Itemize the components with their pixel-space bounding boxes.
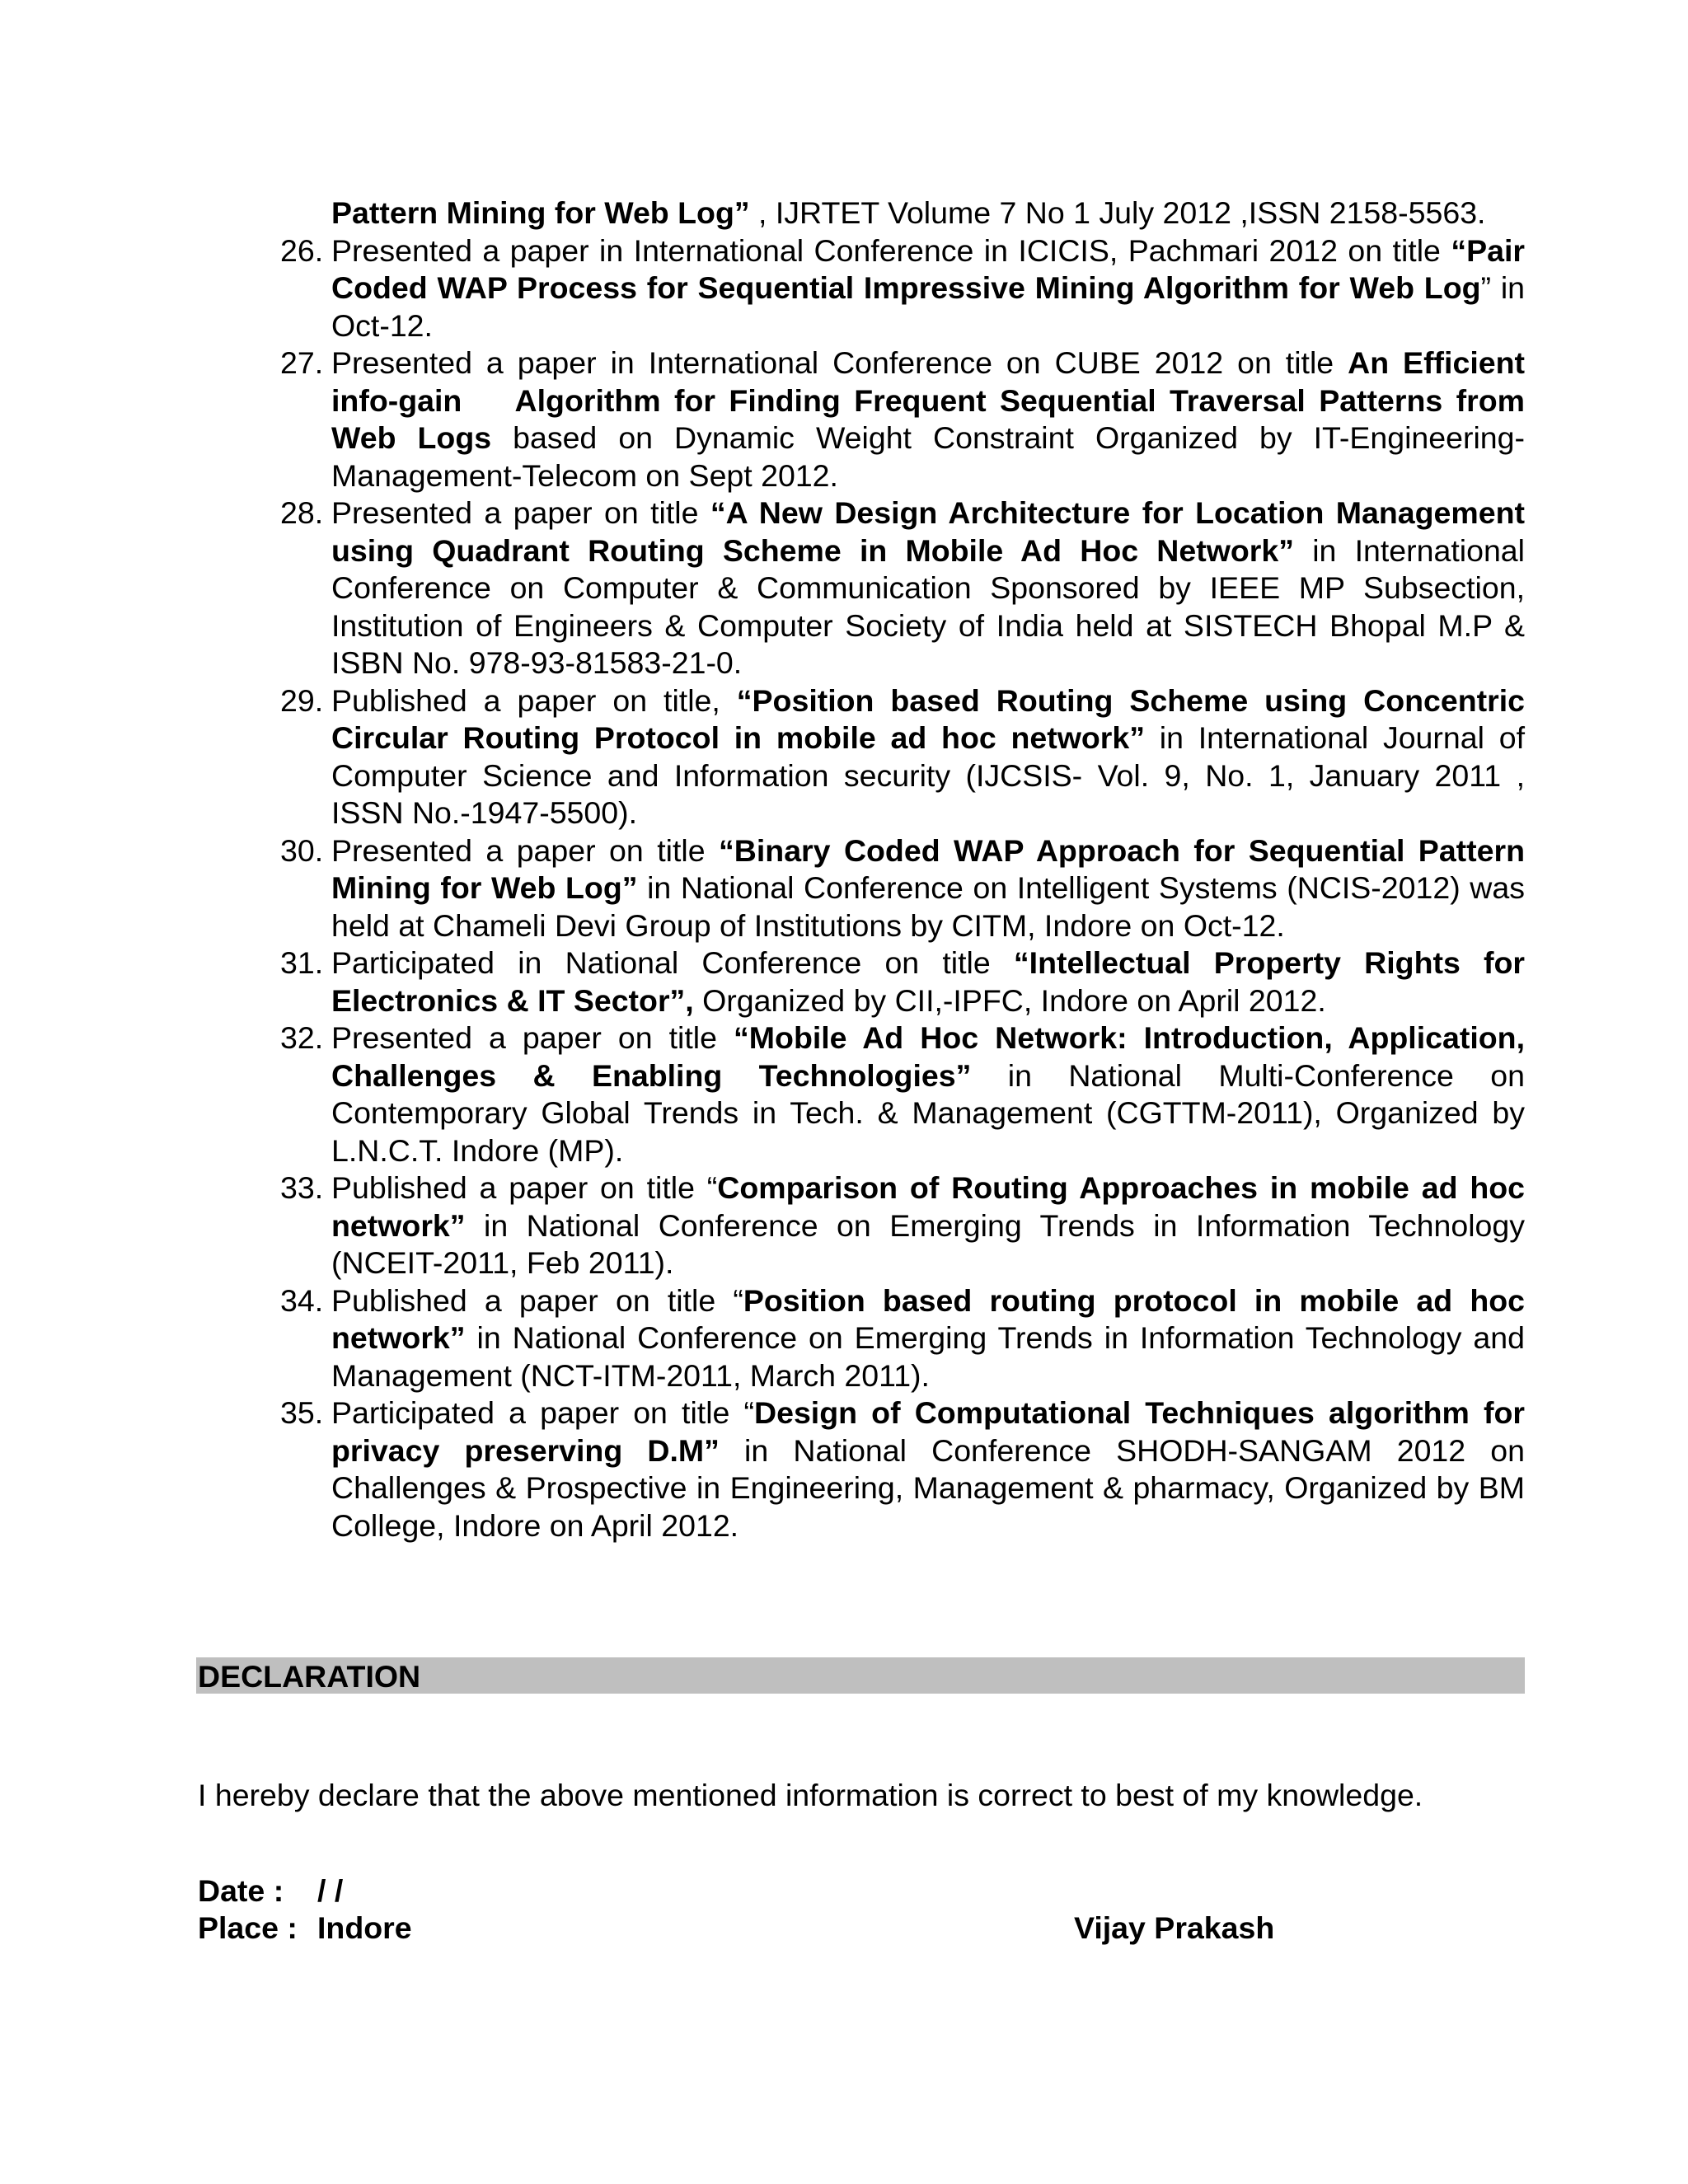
list-item (280, 194, 1525, 232)
item-text: Presented a paper on title (331, 832, 720, 868)
item-text: , IJRTET Volume 7 No 1 July 2012 ,ISSN 2158-5563. (749, 195, 1486, 230)
item-text: Organized by CII,-IPFC, Indore on April 2012. (693, 982, 1326, 1018)
item-number: 29. (280, 682, 324, 718)
item-number: 32. (280, 1020, 324, 1055)
list-item (280, 1394, 1525, 1544)
item-text: Presented a paper on title (331, 495, 710, 530)
date-label: Date : (198, 1873, 284, 1908)
paper-title: “Mobile Ad Hoc Network: Introduction, Application, Challenges & Enabling Technologies” (331, 1020, 1525, 1093)
declaration-statement: I hereby declare that the above mentioned information is correct to best of my knowledge. (198, 1778, 1423, 1812)
paper-title: “Binary Coded WAP Approach for Sequential Pattern Mining for Web Log” (331, 832, 1526, 905)
item-text: in National Multi-Conference on Contemporary Global Trends in Tech. & Management (CGTTM-2011), Organized by L.N.C.T. Indore (MP). (331, 1057, 1525, 1168)
declaration-heading: DECLARATION (198, 1659, 421, 1694)
paper-title: “A New Design Architecture for Location Management using Quadrant Routing Scheme in Mobile Ad Hoc Network” (331, 495, 1525, 568)
list-item (280, 1169, 1525, 1282)
list-item (280, 232, 1525, 345)
item-text: Presented a paper on title (331, 1020, 734, 1055)
paper-title: “Intellectual Property Rights for Electronics & IT Sector”, (331, 945, 1525, 1018)
item-number: 33. (280, 1170, 324, 1205)
item-number: 26. (280, 232, 324, 268)
item-text: Presented a paper in International Conference in ICICIS, Pachmari 2012 on title (331, 232, 1451, 268)
item-number: 34. (280, 1282, 324, 1318)
item-text: in National Conference on Intelligent Systems (NCIS-2012) was held at Chameli Devi Group of Institutions by CITM, Indore on Oct-12. (331, 870, 1525, 943)
place-label: Place : (198, 1910, 298, 1945)
item-text: in National Conference on Emerging Trends in Information Technology and Management (NCT-ITM-2011, March 2011). (331, 1320, 1525, 1393)
paper-title: An Efficient info-gain Algorithm for Finding Frequent Sequential Traversal Patterns from Web Logs (331, 345, 1525, 455)
list-item (280, 832, 1525, 945)
item-number: 27. (280, 345, 324, 380)
paper-title: Pattern Mining for Web Log” (331, 195, 750, 230)
item-number: 28. (280, 495, 324, 530)
item-text: based on Dynamic Weight Constraint Organized by IT-Engineering-Management-Telecom on Sept 2012. (331, 420, 1526, 493)
item-text: Participated in National Conference on title (331, 945, 1014, 980)
item-text: Published a paper on title, (331, 682, 737, 718)
item-text: ” in Oct-12. (331, 270, 1526, 343)
list-item (280, 1019, 1525, 1169)
item-text: Presented a paper in International Conference on CUBE 2012 on title (331, 345, 1348, 380)
date-line (198, 1872, 343, 1909)
item-number: 30. (280, 832, 324, 868)
paper-title: “Position based Routing Scheme using Concentric Circular Routing Protocol in mobile ad hoc network” (331, 682, 1525, 755)
signatory-name: Vijay Prakash (1074, 1910, 1275, 1945)
list-item (280, 344, 1525, 494)
paper-title: Design of Computational Techniques algorithm for privacy preserving D.M” (331, 1395, 1525, 1468)
item-text: in National Conference SHODH-SANGAM 2012 on Challenges & Prospective in Engineering, Management & pharmacy, Organized by BM College, Indore on April 2012. (331, 1432, 1526, 1543)
item-text: in National Conference on Emerging Trends in Information Technology (NCEIT-2011, Feb 2011). (331, 1207, 1525, 1280)
item-text: in International Journal of Computer Science and Information security (IJCSIS- Vol. 9, No. 1, January 2011 , ISSN No.-1947-5500). (331, 720, 1525, 830)
place-value: Indore (317, 1910, 412, 1945)
paper-title: Comparison of Routing Approaches in mobile ad hoc network” (331, 1170, 1525, 1243)
item-number: 31. (280, 945, 324, 980)
publication-list (280, 194, 1525, 1544)
date-value: / / (317, 1873, 344, 1908)
list-item (280, 944, 1525, 1019)
item-number: 35. (280, 1395, 324, 1430)
list-item (280, 682, 1525, 832)
place-line (198, 1910, 412, 1946)
list-item (280, 494, 1525, 682)
list-item (280, 1282, 1525, 1395)
item-text: Participated a paper on title “ (331, 1395, 755, 1430)
paper-title: Position based routing protocol in mobile ad hoc network” (331, 1282, 1525, 1355)
paper-title: “Pair Coded WAP Process for Sequential Impressive Mining Algorithm for Web Log (331, 232, 1525, 305)
item-text: Published a paper on title “ (331, 1282, 743, 1318)
item-text: Published a paper on title “ (331, 1170, 718, 1205)
item-text: in International Conference on Computer & Communication Sponsored by IEEE MP Subsection, Institution of Engineers & Computer Society of India held at SISTECH Bhopal M.P & ISBN No. 978-93-81583-21-0. (331, 532, 1525, 680)
